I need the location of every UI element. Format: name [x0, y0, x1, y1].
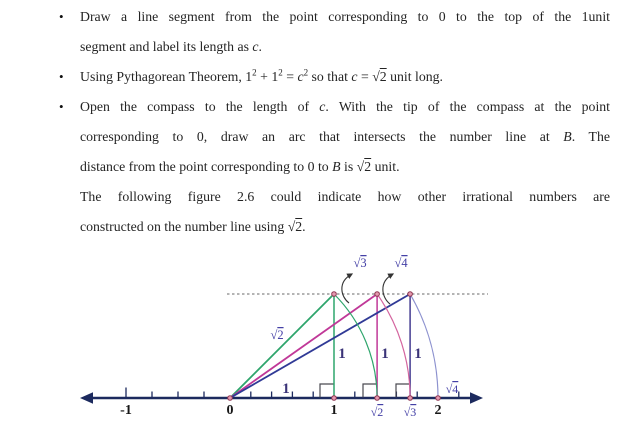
point-dot [408, 292, 413, 297]
text-run: + 1 [256, 69, 279, 84]
text-run: so that [308, 69, 352, 84]
text-line [80, 32, 610, 62]
point-dot [436, 396, 441, 401]
axis-label-sqrt2: √2 [370, 405, 384, 419]
text-run: unit long. [386, 69, 444, 84]
callout-arrow-sqrt3 [342, 274, 352, 303]
text-run: The following figure 2.6 could indicate how other irrational numbers are [80, 189, 610, 204]
point-dot [408, 396, 413, 401]
text-run: 2 [278, 67, 283, 78]
text-line [80, 152, 610, 182]
text-line [80, 122, 610, 152]
text-run: c [252, 39, 259, 54]
figure-2-6 [0, 240, 635, 423]
text-run: B [563, 129, 572, 144]
text-item [57, 62, 610, 92]
text-item [57, 2, 610, 62]
bullet-dot: • [59, 99, 64, 114]
text-run: Using Pythagorean Theorem, 1 [80, 69, 253, 84]
text-run: √2 [372, 69, 387, 84]
text-run: = [282, 69, 298, 84]
left-arrowhead-icon [80, 392, 93, 403]
text-run: . [302, 219, 306, 234]
text-run: c [297, 69, 304, 84]
label-sqrt4-at-2: √4 [445, 382, 459, 396]
text-run: . [258, 39, 262, 54]
text-run: segment and label its length as [80, 39, 253, 54]
text-line [80, 212, 610, 242]
point-dot [375, 396, 380, 401]
text-item [57, 182, 610, 242]
text-run: B [332, 159, 341, 174]
callout-arrow-sqrt4 [383, 274, 393, 304]
hypotenuse-sqrt3 [230, 294, 377, 398]
text-run: = [357, 69, 373, 84]
text-run: . With the tip of the compass at the point [325, 99, 611, 114]
axis-label-2: 2 [434, 403, 442, 418]
label-unit-at-sqrt2: 1 [381, 346, 389, 362]
text-run: . The [571, 129, 611, 144]
text-run: unit. [371, 159, 400, 174]
text-run: 2 [252, 67, 257, 78]
axis-label-1: 1 [330, 403, 338, 418]
label-sqrt3-top: √3 [353, 256, 367, 270]
text-run: Draw a line segment from the point corresponding to 0 to the top of the 1unit [80, 9, 610, 24]
document-text [57, 2, 610, 242]
text-run: corresponding to 0, draw an arc that intersects the number line at [80, 129, 564, 144]
axis-label-minus-1: -1 [120, 403, 132, 418]
point-dot [332, 292, 337, 297]
text-run: constructed on the number line using [80, 219, 288, 234]
axis-label-0: 0 [226, 403, 234, 418]
label-sqrt2-hypotenuse: √2 [270, 328, 284, 342]
text-run: 2 [303, 67, 309, 78]
label-sqrt4-top: √4 [394, 256, 408, 270]
axis-label-sqrt3: √3 [403, 405, 417, 419]
text-run: √2 [287, 219, 303, 234]
label-unit-at-1: 1 [338, 346, 346, 362]
right-arrowhead-icon [470, 392, 483, 403]
text-run: distance from the point corresponding to 0 to [80, 159, 333, 174]
text-run: Open the compass to the length of [80, 99, 320, 114]
point-dot [228, 396, 233, 401]
point-dot [375, 292, 380, 297]
text-run: is [340, 159, 357, 174]
bullet-dot: • [59, 9, 64, 24]
text-run: c [319, 99, 326, 114]
label-unit-at-sqrt3: 1 [414, 346, 422, 362]
text-item [57, 92, 610, 182]
label-unit-base: 1 [282, 381, 290, 397]
point-dot [332, 396, 337, 401]
text-line [80, 2, 610, 32]
text-line [80, 92, 610, 122]
text-run: c [351, 69, 358, 84]
text-line [80, 182, 610, 212]
bullet-dot: • [59, 69, 64, 84]
text-run: √2 [356, 159, 372, 174]
text-line [80, 62, 610, 92]
